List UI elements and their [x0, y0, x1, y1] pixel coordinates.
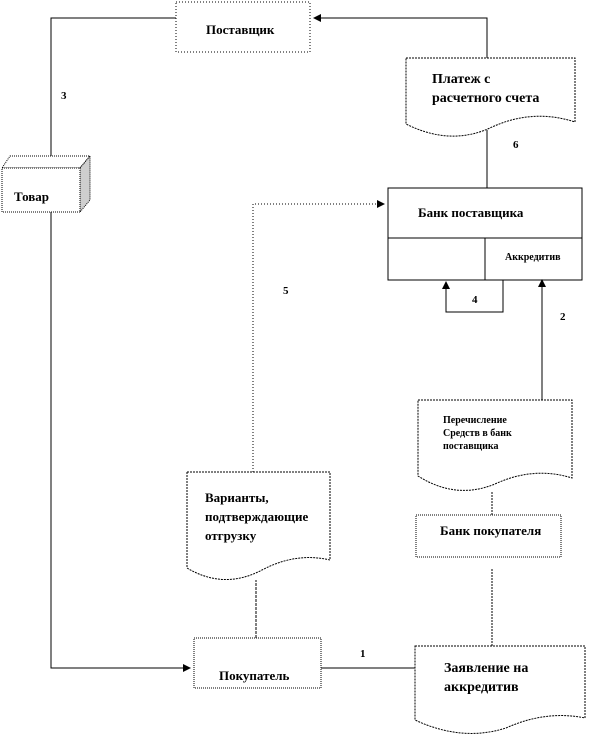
application-doc-line1: Заявление на: [444, 661, 529, 676]
payment-doc-line1: Платеж с: [432, 72, 491, 87]
step-4-label: 4: [472, 294, 478, 306]
accreditive-label: Аккредитив: [505, 252, 561, 263]
buyer-bank-label: Банк покупателя: [440, 523, 542, 538]
step-2-label: 2: [560, 311, 566, 323]
transfer-doc-line2: Средств в банк: [443, 428, 512, 439]
supplier-bank-box: [388, 188, 582, 280]
transfer-doc-line1: Перечисление: [443, 415, 507, 426]
flow-supplier-to-goods: [51, 18, 176, 156]
flow-payment-to-supplier: [314, 18, 487, 58]
supplier-bank-label: Банк поставщика: [418, 205, 524, 220]
shipment-docs-label: [205, 488, 308, 545]
shipment-docs-line3: отгрузку: [205, 528, 257, 543]
application-doc-line2: аккредитив: [444, 680, 519, 695]
transfer-doc-line3: поставщика: [443, 441, 499, 452]
step-3-label: 3: [61, 90, 67, 102]
supplier-label: Поставщик: [206, 22, 275, 37]
step-6-label: 6: [513, 139, 519, 151]
flow-shipment-to-bank: [253, 204, 384, 472]
payment-doc-label: [432, 70, 539, 108]
flow-goods-to-buyer: [51, 212, 190, 668]
shipment-docs-line2: подтверждающие: [205, 509, 309, 524]
application-doc-label: [444, 659, 528, 697]
step-1-label: 1: [360, 648, 366, 660]
buyer-label: Покупатель: [219, 668, 290, 683]
shipment-docs-line1: Варианты,: [205, 490, 269, 505]
transfer-doc-label: [443, 414, 512, 453]
payment-doc-line2: расчетного счета: [432, 91, 540, 106]
goods-label: Товар: [14, 189, 50, 204]
step-5-label: 5: [283, 285, 289, 297]
